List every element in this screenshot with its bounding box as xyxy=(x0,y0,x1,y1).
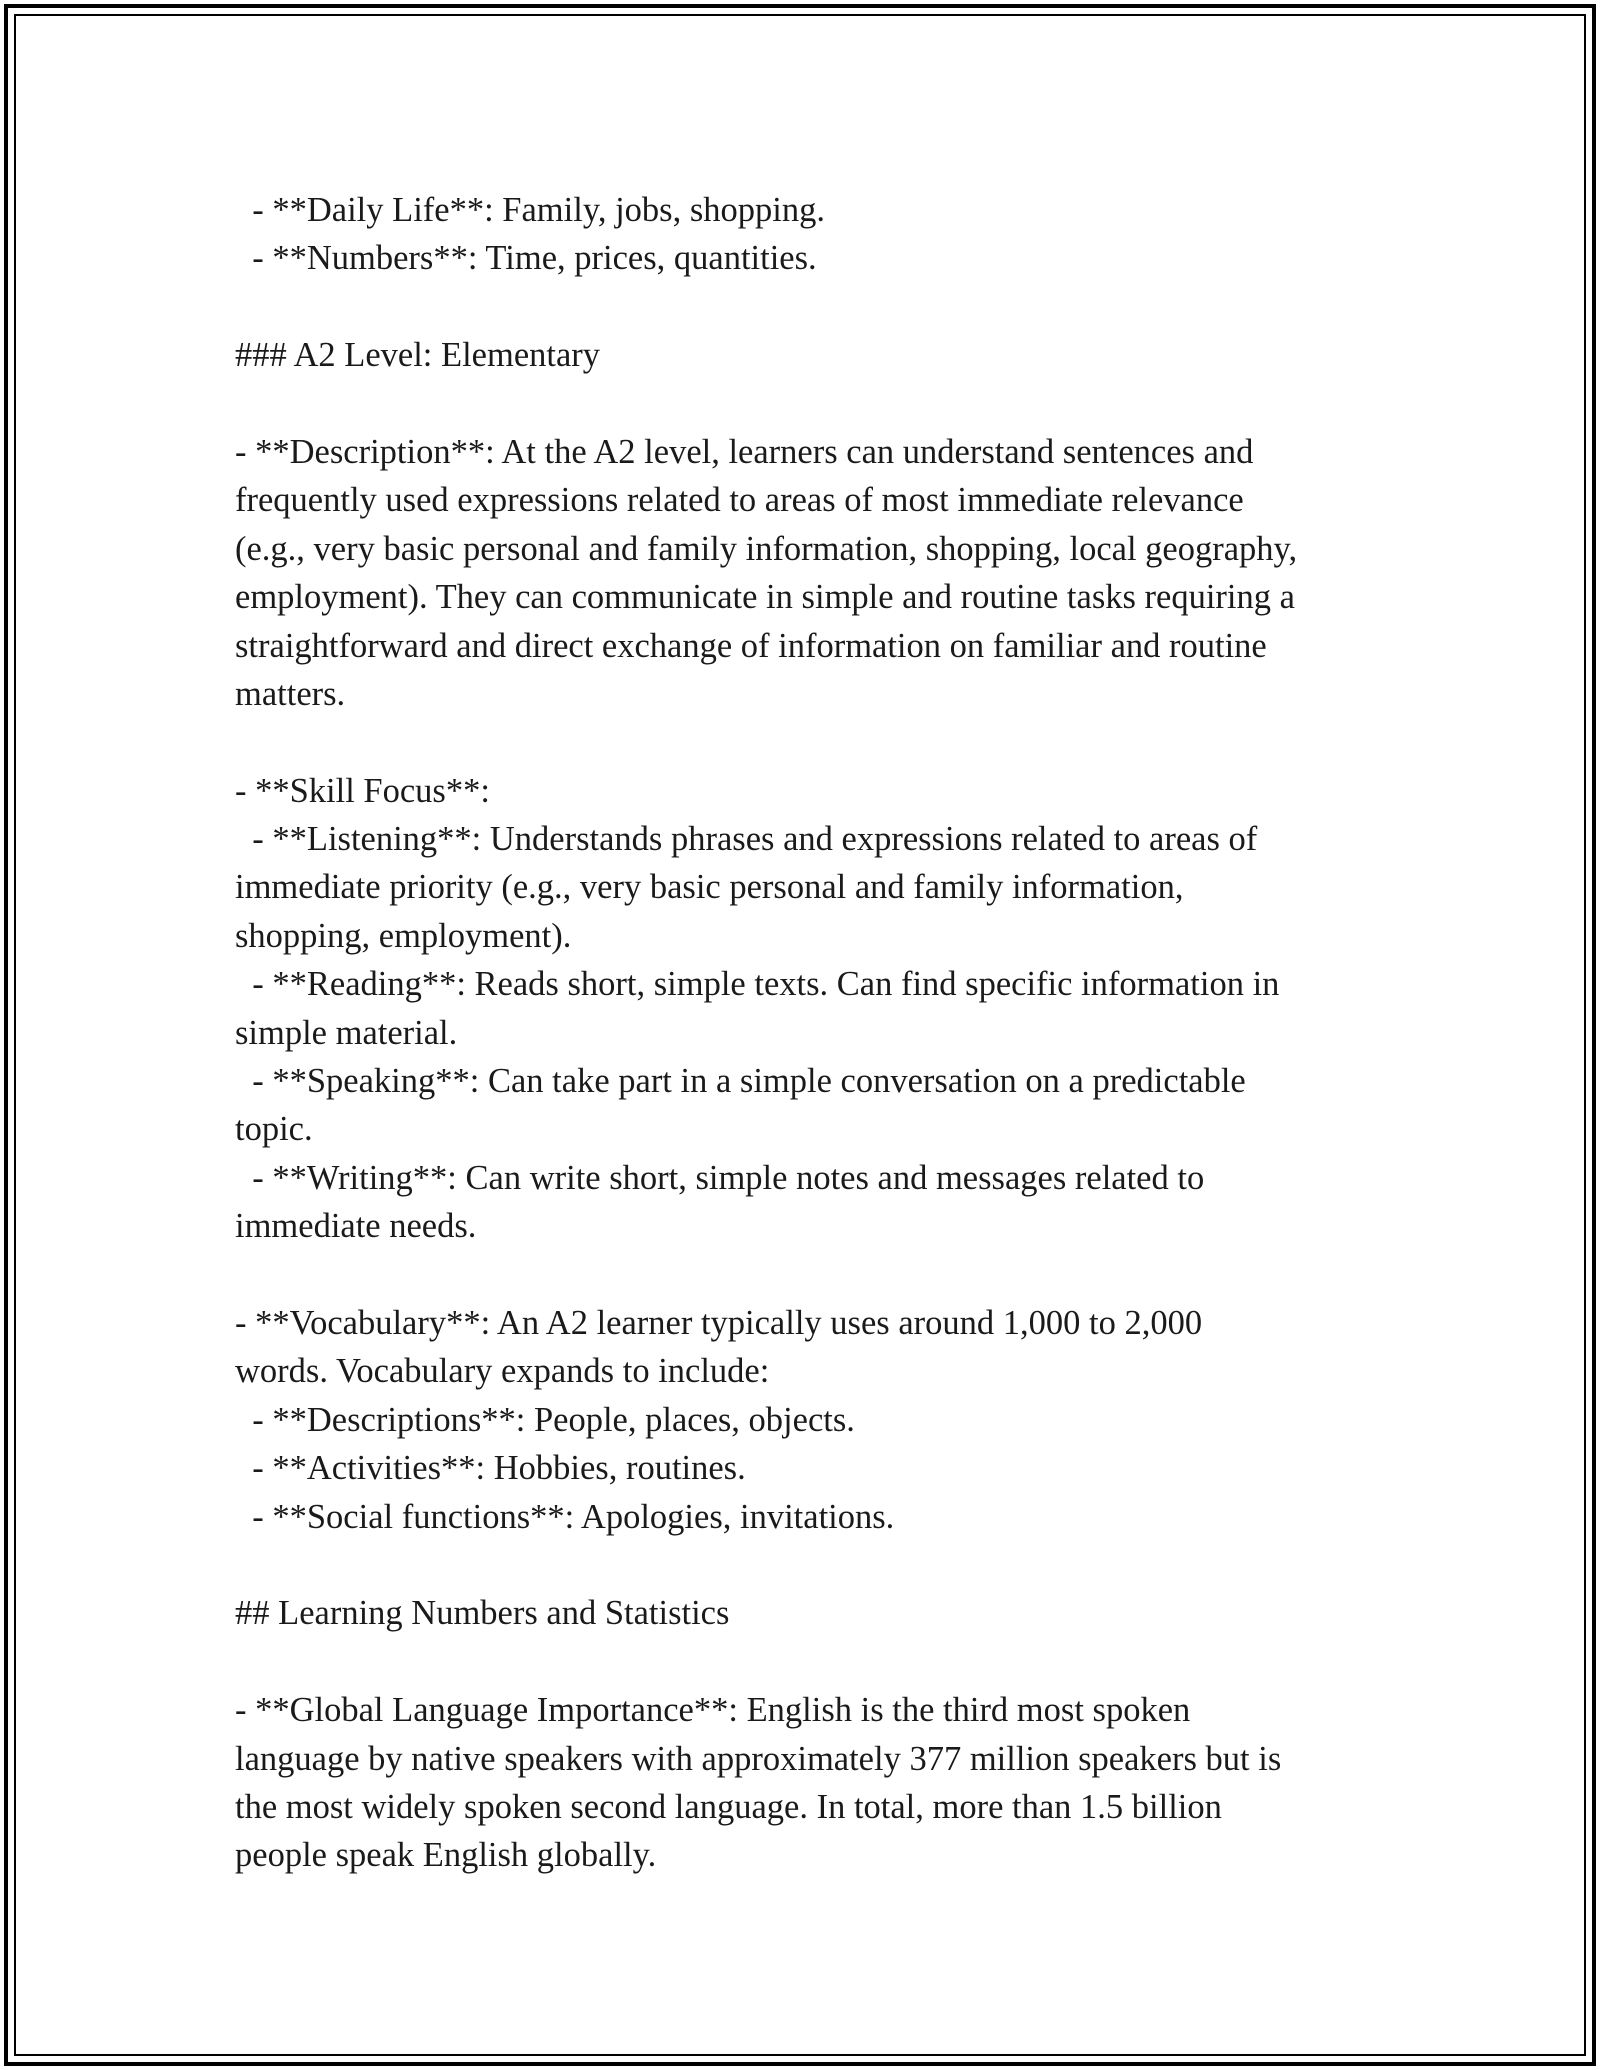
blank-line xyxy=(235,283,1435,331)
section-heading: ### A2 Level: Elementary xyxy=(235,336,601,375)
text-line: - **Descriptions**: People, places, objects. xyxy=(235,1400,855,1439)
text-line: - **Activities**: Hobbies, routines. xyxy=(235,1449,746,1488)
text-line: simple material. xyxy=(235,1013,458,1052)
text-line: - **Daily Life**: Family, jobs, shopping. xyxy=(235,191,825,229)
text-line: - **Vocabulary**: An A2 learner typically uses around 1,000 to 2,000 xyxy=(235,1303,1203,1342)
text-line: words. Vocabulary expands to include: xyxy=(235,1352,770,1391)
text-line: - **Reading**: Reads short, simple texts. Can find specific information in xyxy=(235,965,1280,1004)
text-line: topic. xyxy=(235,1110,313,1149)
text-line: - **Global Language Importance**: English is the third most spoken xyxy=(235,1691,1191,1730)
text-line: language by native speakers with approximately 377 million speakers but is xyxy=(235,1739,1282,1778)
text-line: frequently used expressions related to areas of most immediate relevance xyxy=(235,481,1244,520)
text-line: - **Speaking**: Can take part in a simple conversation on a predictable xyxy=(235,1062,1246,1101)
text-line: - **Description**: At the A2 level, learners can understand sentences and xyxy=(235,432,1254,471)
text-line: straightforward and direct exchange of information on familiar and routine xyxy=(235,626,1267,665)
text-line: the most widely spoken second language. In total, more than 1.5 billion xyxy=(235,1787,1222,1826)
text-line: - **Listening**: Understands phrases and expressions related to areas of xyxy=(235,820,1258,859)
blank-line xyxy=(235,1638,1435,1686)
blank-line xyxy=(235,380,1435,428)
document-body xyxy=(235,186,1435,1880)
text-line: (e.g., very basic personal and family information, shopping, local geography, xyxy=(235,529,1298,568)
text-line: people speak English globally. xyxy=(235,1836,657,1875)
text-line: - **Skill Focus**: xyxy=(235,771,490,810)
text-line: - **Numbers**: Time, prices, quantities. xyxy=(235,239,817,278)
section-heading: ## Learning Numbers and Statistics xyxy=(235,1594,730,1633)
text-line: shopping, employment). xyxy=(235,916,572,955)
blank-line xyxy=(235,1251,1435,1299)
text-line: immediate priority (e.g., very basic personal and family information, xyxy=(235,868,1184,907)
text-line: - **Writing**: Can write short, simple notes and messages related to xyxy=(235,1158,1205,1197)
text-line: matters. xyxy=(235,674,346,713)
text-line: - **Social functions**: Apologies, invitations. xyxy=(235,1497,895,1536)
blank-line xyxy=(235,718,1435,766)
blank-line xyxy=(235,1541,1435,1589)
text-line: employment). They can communicate in simple and routine tasks requiring a xyxy=(235,578,1295,617)
text-line: immediate needs. xyxy=(235,1207,477,1246)
